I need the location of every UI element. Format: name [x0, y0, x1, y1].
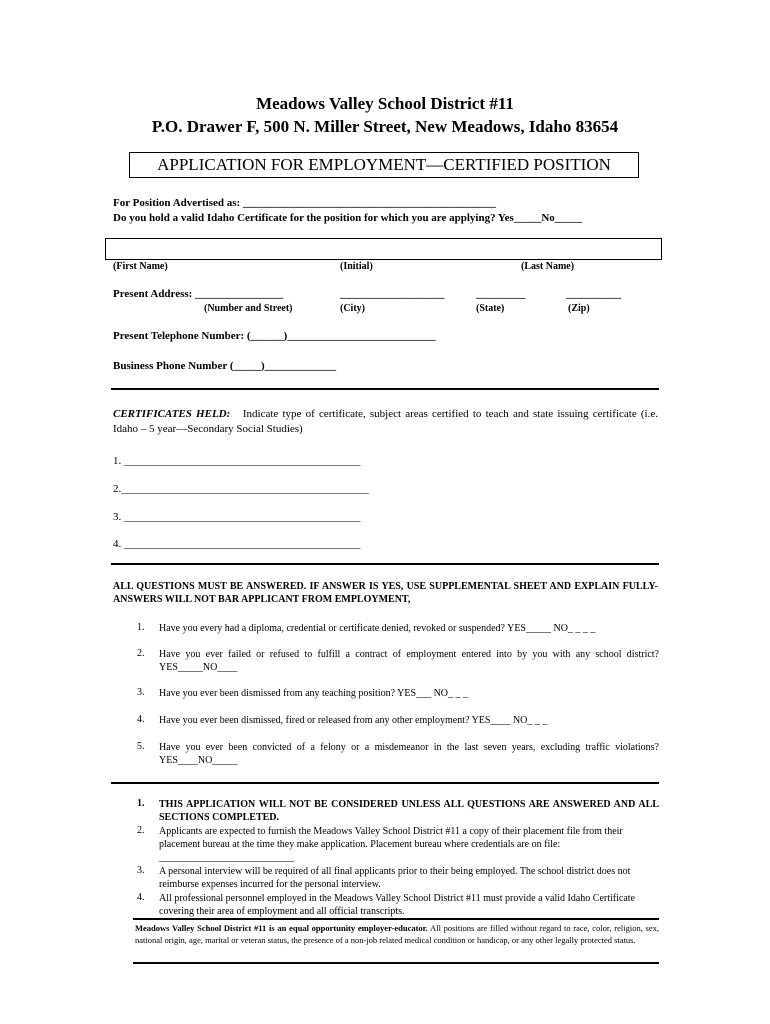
question-number: 2.: [137, 648, 145, 659]
question-5[interactable]: Have you ever been convicted of a felony or a misdemeanor in the last seven years, excluding traffic violations? YES____NO_____: [159, 742, 659, 766]
note-number: 1.: [137, 798, 145, 809]
footer-divider: [133, 918, 659, 920]
district-address: P.O. Drawer F, 500 N. Miller Street, New Meadows, Idaho 83654: [151, 117, 619, 136]
city-caption: (City): [340, 303, 365, 314]
city-field[interactable]: ___________________: [340, 288, 445, 300]
eeo-bold: Meadows Valley School District #11 is an equal opportunity employer-educator.: [135, 923, 428, 933]
note-1: THIS APPLICATION WILL NOT BE CONSIDERED UNLESS ALL QUESTIONS ARE ANSWERED AND ALL SECTIONS COMPLETED.: [159, 799, 659, 823]
note-2[interactable]: Applicants are expected to furnish the Meadows Valley School District #11 a copy of their placement file from their placement bureau at the time they make application. Placement bureau where credentials are on file: ___________________________: [159, 826, 623, 863]
name-entry-box[interactable]: [105, 238, 662, 260]
certificates-instruction-text: Indicate type of certificate, subject areas certified to teach and state issuing certificate (i.e. Idaho – 5 year—Secondary Social Studies): [113, 408, 658, 435]
note-number: 3.: [137, 865, 145, 876]
question-3[interactable]: Have you ever been dismissed from any teaching position? YES___ NO_ _ _: [159, 688, 469, 699]
certificates-heading: CERTIFICATES HELD:: [113, 408, 231, 420]
zip-field[interactable]: __________: [566, 288, 621, 300]
present-address-field[interactable]: Present Address: ________________: [113, 288, 284, 300]
last-name-caption: (Last Name): [521, 261, 575, 272]
state-caption: (State): [476, 303, 505, 314]
question-4[interactable]: Have you ever been dismissed, fired or released from any other employment? YES____ NO_ _ _: [159, 715, 548, 726]
form-title: APPLICATION FOR EMPLOYMENT—CERTIFIED POSITION: [129, 152, 639, 178]
certificate-line-1[interactable]: 1. ___________________________________________: [113, 455, 361, 467]
business-phone-field[interactable]: Business Phone Number (_____)_____________: [113, 360, 337, 372]
note-3: A personal interview will be required of all final applicants prior to their being employed. The school district does not reimburse expenses incurred for the personal interview.: [159, 866, 631, 890]
certificate-line-4[interactable]: 4. ___________________________________________: [113, 538, 361, 550]
note-number: 4.: [137, 892, 145, 903]
question-number: 1.: [137, 622, 145, 633]
certificate-line-3[interactable]: 3. ___________________________________________: [113, 511, 361, 523]
question-2[interactable]: Have you ever failed or refused to fulfill a contract of employment entered into by you with any school district? YES_____NO____: [159, 649, 659, 673]
question-number: 5.: [137, 741, 145, 752]
section-divider: [111, 782, 659, 784]
question-number: 4.: [137, 714, 145, 725]
eeo-statement: [135, 922, 659, 946]
state-field[interactable]: _________: [476, 288, 526, 300]
district-name: Meadows Valley School District #11: [256, 94, 514, 113]
certificate-line-2[interactable]: 2._____________________________________________: [113, 483, 369, 495]
first-name-caption: (First Name): [113, 261, 168, 272]
note-4: All professional personnel employed in the Meadows Valley School District #11 must provide a valid Idaho Certificate covering their area of employment and all official transcripts.: [159, 893, 636, 917]
position-advertised-field[interactable]: For Position Advertised as: ______________________________________________: [113, 197, 496, 209]
certificates-instructions: [113, 407, 658, 437]
note-number: 2.: [137, 825, 145, 836]
street-caption: (Number and Street): [204, 303, 293, 314]
present-telephone-field[interactable]: Present Telephone Number: (______)___________________________: [113, 330, 436, 342]
questions-heading: ALL QUESTIONS MUST BE ANSWERED. IF ANSWER IS YES, USE SUPPLEMENTAL SHEET AND EXPLAIN FULLY-ANSWERS WILL NOT BAR APPLICANT FROM EMPLOYMENT,: [113, 581, 658, 605]
idaho-certificate-question[interactable]: Do you hold a valid Idaho Certificate for the position for which you are applying? Yes_____No_____: [113, 212, 583, 224]
zip-caption: (Zip): [568, 303, 590, 314]
section-divider: [111, 563, 659, 565]
section-divider: [111, 388, 659, 390]
initial-caption: (Initial): [340, 261, 373, 272]
question-1[interactable]: Have you every had a diploma, credential or certificate denied, revoked or suspended? YES_____ NO_ _ _ _: [159, 623, 596, 634]
footer-divider: [133, 962, 659, 964]
question-number: 3.: [137, 687, 145, 698]
eeo-rest: All positions are filled without regard to race, color, religion, sex, national origin, age, marital or veteran status, the presence of a non-job related medical condition or handicap, or any other legally protected status.: [135, 923, 659, 945]
